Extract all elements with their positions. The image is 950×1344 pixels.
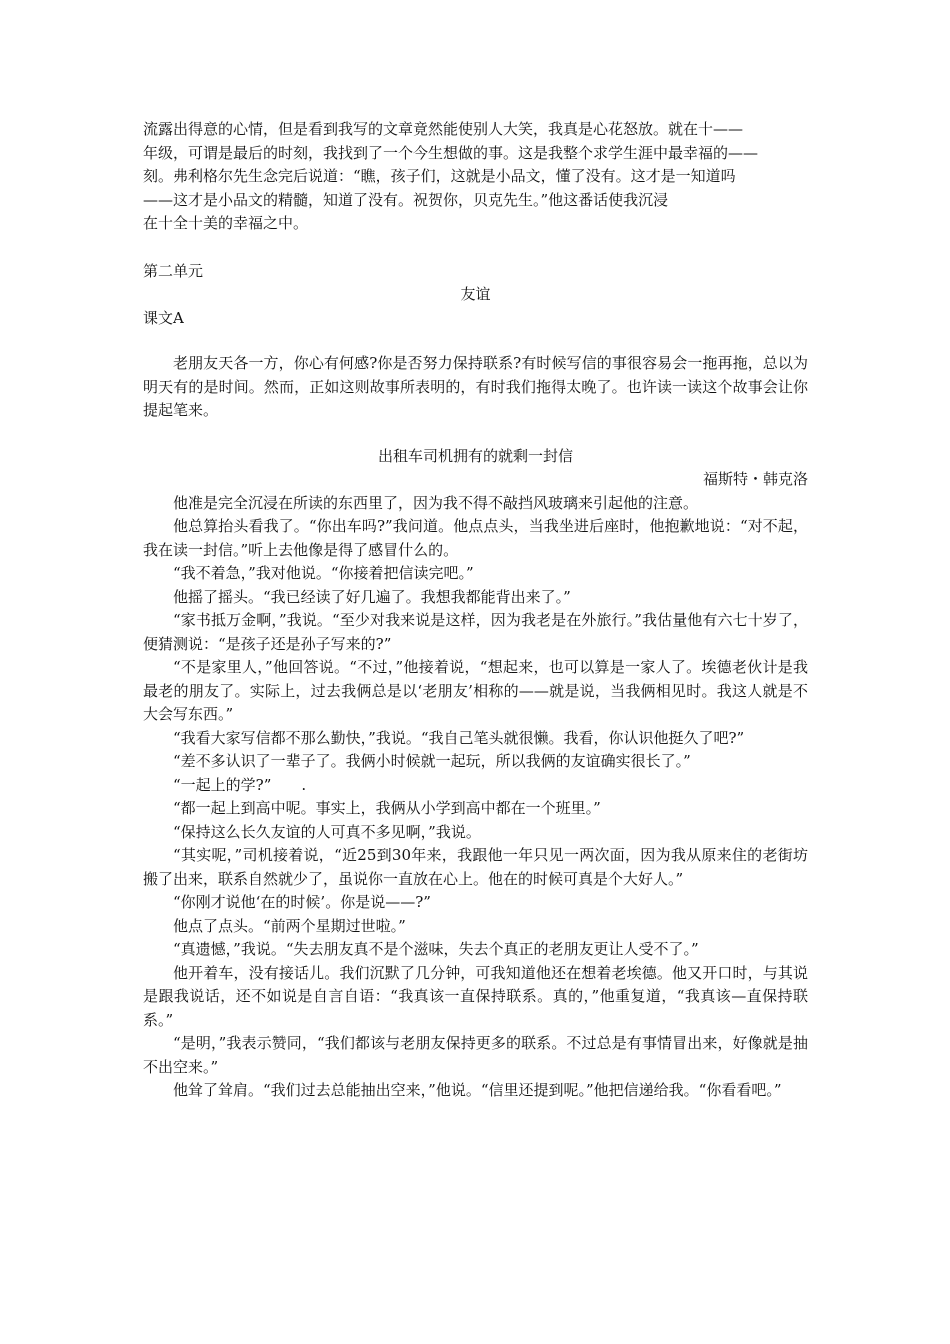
story-paragraph: “我看大家写信都不那么勤快，”我说。“我自己笔头就很懒。我看，你认识他挺久了吧?” [173,728,745,747]
intro-line: 年级，可谓是最后的时刻，我找到了一个今生想做的事。这是我整个求学生涯中最幸福的—— [143,143,759,162]
story-paragraph: “你刚才说他‘在的时候’。你是说——?” [173,893,431,911]
story-paragraph: 他开着车，没有接话儿。我们沉默了几分钟，可我知道他还在想着老埃德。他又开口时，与其说是跟我说话，还不如说是自言自语：“我真该一直保持联系。真的，”他重复道，“我真该—直保持联系。” [143,963,808,1029]
story-paragraph: “家书抵万金啊，”我说。“至少对我来说是这样，因为我老是在外旅行。”我估量他有六七十岁了，便猜测说：“是孩子还是孙子写来的?” [143,611,808,653]
story-paragraph: “差不多认识了一辈子了。我俩小时候就一起玩，所以我俩的友谊确实很长了。” [173,752,691,770]
document-page [143,118,808,1103]
story-paragraph: “真遗憾，”我说。“失去朋友真不是个滋味，失去个真正的老朋友更让人受不了。” [173,940,699,958]
intro-line: ——这才是小品文的精髓，知道了没有。祝贺你，贝克先生。”他这番话使我沉浸 [143,190,669,209]
story-paragraph: “保持这么长久友谊的人可真不多见啊，”我说。 [173,822,481,841]
story-author: 福斯特・韩克洛 [702,470,808,488]
unit-label: 第二单元 [143,261,204,280]
preface-paragraph: 老朋友天各一方，你心有何感?你是否努力保持联系?有时候写信的事很容易会一拖再拖，总以为明天有的是时间。然而，正如这则故事所表明的，有时我们拖得太晚了。也许读一读这个故事会让你提起笔来。 [143,354,808,419]
story-paragraph: “不是家里人，”他回答说。“不过，”他接着说，“想起来，也可以算是一家人了。埃德老伙计是我最老的朋友了。实际上，过去我俩总是以‘老朋友’相称的——就是说，当我俩相见时。我这人就是不大会写东西。” [143,658,808,723]
unit-title: 友谊 [460,285,491,303]
intro-line: 流露出得意的心情，但是看到我写的文章竟然能使别人大笑，我真是心花怒放。就在十—— [143,120,744,138]
story-paragraph: 他点了点头。“前两个星期过世啦。” [173,916,406,935]
story-paragraph: 他总算抬头看我了。“你出车吗?”我问道。他点点头，当我坐进后座时，他抱歉地说：“对不起，我在读一封信。”听上去他像是得了感冒什么的。 [143,517,808,559]
lesson-label: 课文A [143,308,184,327]
story-paragraph: 他摇了摇头。“我已经读了好几遍了。我想我都能背出来了。” [173,587,571,606]
intro-line: 刻。弗利格尔先生念完后说道：“瞧，孩子们，这就是小品文，懂了没有。这才是一知道吗 [143,167,736,185]
story-paragraph: “我不着急，”我对他说。“你接着把信读完吧。” [173,564,474,582]
story-paragraph: “一起上的学?” . [173,775,307,794]
intro-line: 在十全十美的幸福之中。 [143,214,309,232]
story-paragraph: “其实呢，”司机接着说，“近25到30年来，我跟他一年只见一两次面，因为我从原来住的老街坊搬了出来，联系自然就少了，虽说你一直放在心上。他在的时候可真是个大好人。” [143,846,808,888]
story-paragraph: “都一起上到高中呢。事实上，我俩从小学到高中都在一个班里。” [173,799,601,817]
story-body [143,492,808,1103]
story-paragraph: 他耸了耸肩。“我们过去总能抽出空来，”他说。“信里还提到呢。”他把信递给我。“你看看吧。” [173,1081,782,1099]
intro-section [143,118,808,236]
story-title: 出租车司机拥有的就剩一封信 [377,446,573,465]
story-paragraph: “是明，”我表示赞同，“我们都该与老朋友保持更多的联系。不过总是有事情冒出来，好像就是抽不出空来。” [143,1034,808,1076]
story-paragraph: 他准是完全沉浸在所读的东西里了，因为我不得不敲挡风玻璃来引起他的注意。 [173,493,699,512]
